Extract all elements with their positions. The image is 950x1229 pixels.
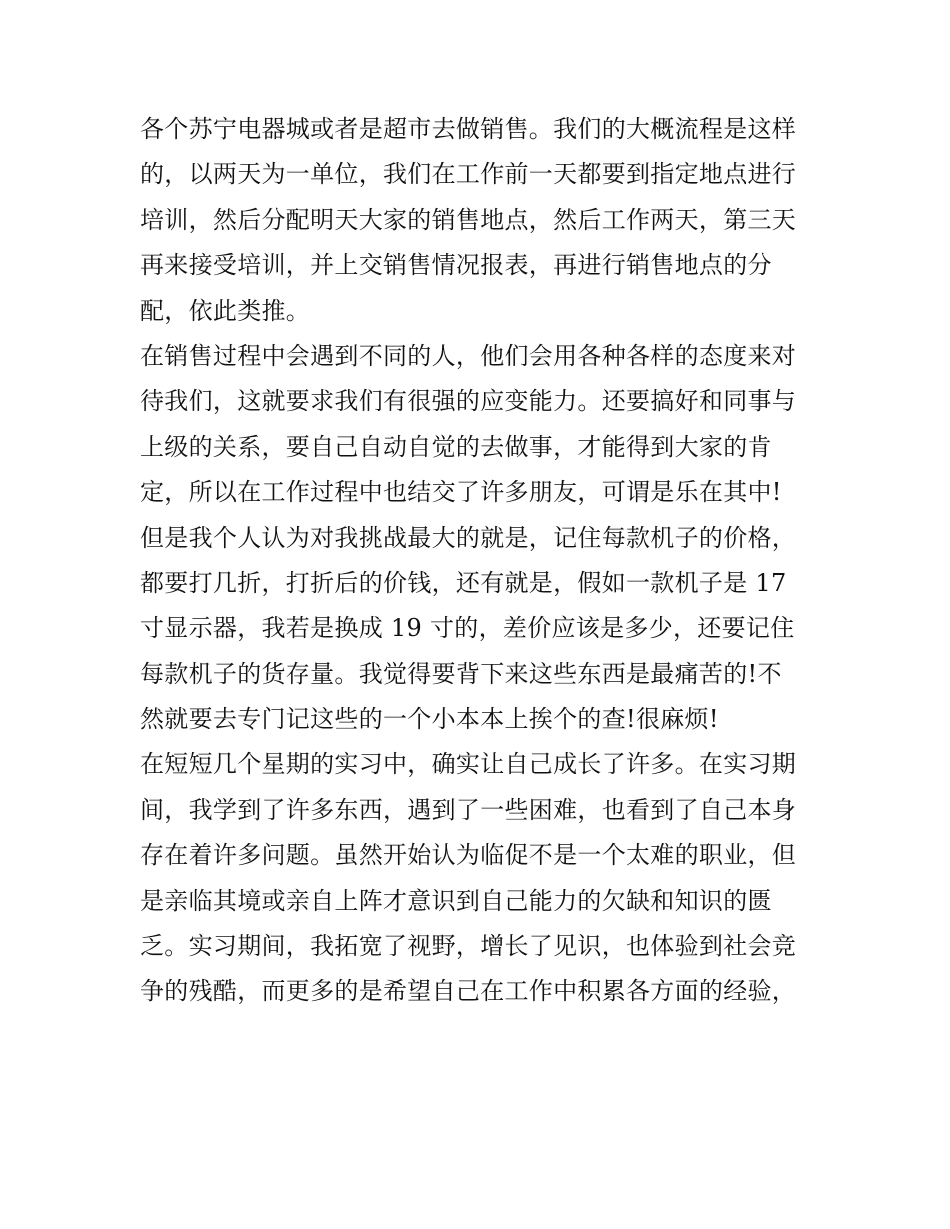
- text-line: 在销售过程中会遇到不同的人，他们会用各种各样的态度来对: [140, 341, 797, 370]
- body-text: [140, 107, 820, 1015]
- text-line: 再来接受培训，并上交销售情况报表，再进行销售地点的分: [140, 251, 772, 280]
- text-line: 每款机子的货存量。我觉得要背下来这些东西是最痛苦的!不: [140, 659, 782, 688]
- text-line: 配，依此类推。: [140, 296, 311, 325]
- text-line: 各个苏宁电器城或者是超市去做销售。我们的大概流程是这样: [140, 115, 797, 143]
- text-line: 但是我个人认为对我挑战最大的就是，记住每款机子的价格，: [140, 523, 797, 552]
- text-line: 间，我学到了许多东西，遇到了一些困难，也看到了自己本身: [140, 795, 797, 824]
- text-line: 的，以两天为一单位，我们在工作前一天都要到指定地点进行: [140, 160, 797, 189]
- text-line: 存在着许多问题。虽然开始认为临促不是一个太难的职业，但: [140, 841, 797, 870]
- text-line: 待我们，这就要求我们有很强的应变能力。还要搞好和同事与: [140, 387, 797, 416]
- text-line: 上级的关系，要自己自动自觉的去做事，才能得到大家的肯: [140, 432, 772, 461]
- text-line: 乏。实习期间，我拓宽了视野，增长了见识，也体验到社会竞: [140, 932, 797, 961]
- text-line: 定，所以在工作过程中也结交了许多朋友，可谓是乐在其中!: [140, 478, 782, 507]
- text-line: 然就要去专门记这些的一个小本本上挨个的查!很麻烦!: [140, 705, 719, 734]
- text-line: 在短短几个星期的实习中，确实让自己成长了许多。在实习期: [140, 750, 797, 779]
- text-line: 寸显示器，我若是换成 19 寸的，差价应该是多少，还要记住: [140, 614, 795, 643]
- text-line: 争的残酷，而更多的是希望自己在工作中积累各方面的经验，: [140, 977, 797, 1006]
- text-line: 是亲临其境或亲自上阵才意识到自己能力的欠缺和知识的匮: [140, 886, 772, 915]
- text-line: 都要打几折，打折后的价钱，还有就是，假如一款机子是 17: [140, 568, 787, 597]
- text-line: 培训，然后分配明天大家的销售地点，然后工作两天，第三天: [140, 205, 797, 234]
